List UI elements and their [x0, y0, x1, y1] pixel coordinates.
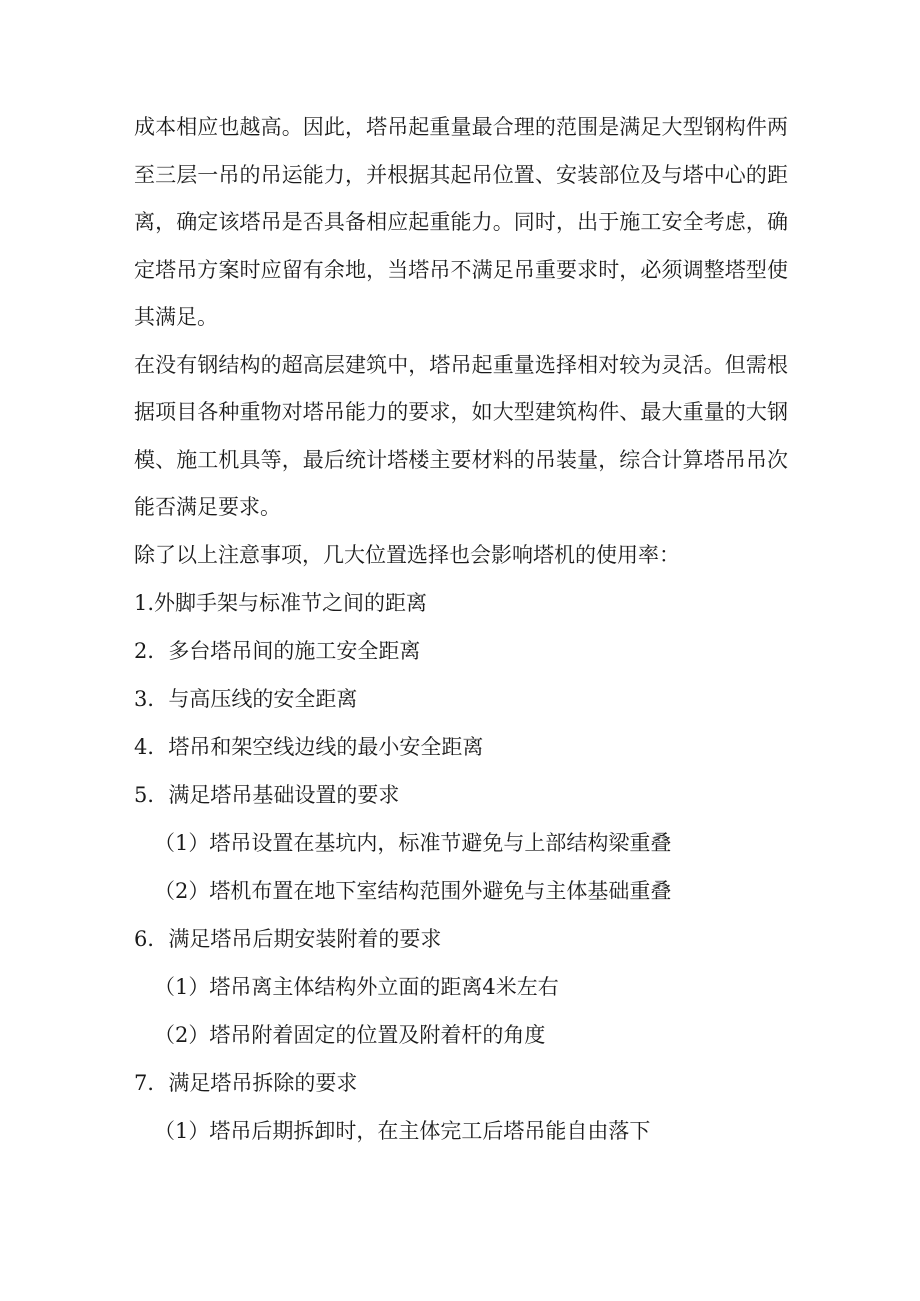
list-item-5: 5．满足塔吊基础设置的要求	[134, 783, 400, 807]
list-item-4: 4．塔吊和架空线边线的最小安全距离	[134, 735, 484, 759]
sub-item-7-1: （1）塔吊后期拆卸时，在主体完工后塔吊能自由落下	[154, 1119, 651, 1143]
paragraph-crane-capacity: 成本相应也越高。因此，塔吊起重量最合理的范围是满足大型钢构件两至三层一吊的吊运能力，并根据其起吊位置、安装部位及与塔中心的距离，确定该塔吊是否具备相应起重能力。同时，出于施工安全考虑，确定塔吊方案时应留有余地，当塔吊不满足吊重要求时，必须调整塔型使其满足。	[134, 115, 788, 329]
list-item-6: 6．满足塔吊后期安装附着的要求	[134, 927, 442, 951]
list-item-2: 2．多台塔吊间的施工安全距离	[134, 639, 421, 663]
sub-item-6-2: （2）塔吊附着固定的位置及附着杆的角度	[154, 1023, 546, 1047]
list-item-3: 3．与高压线的安全距离	[134, 687, 358, 711]
list-item-7: 7．满足塔吊拆除的要求	[134, 1071, 358, 1095]
paragraph-non-steel-buildings: 在没有钢结构的超高层建筑中，塔吊起重量选择相对较为灵活。但需根据项目各种重物对塔吊能力的要求，如大型建筑构件、最大重量的大钢模、施工机具等，最后统计塔楼主要材料的吊装量，综合计算塔吊吊次能否满足要求。	[134, 352, 788, 519]
paragraph-location-intro: 除了以上注意事项，几大位置选择也会影响塔机的使用率：	[134, 542, 680, 567]
list-item-1: 1.外脚手架与标准节之间的距离	[134, 591, 428, 615]
sub-item-5-1: （1）塔吊设置在基坑内，标准节避免与上部结构梁重叠	[154, 831, 672, 855]
sub-item-6-1: （1）塔吊离主体结构外立面的距离4米左右	[154, 975, 559, 999]
sub-item-5-2: （2）塔机布置在地下室结构范围外避免与主体基础重叠	[154, 879, 672, 903]
